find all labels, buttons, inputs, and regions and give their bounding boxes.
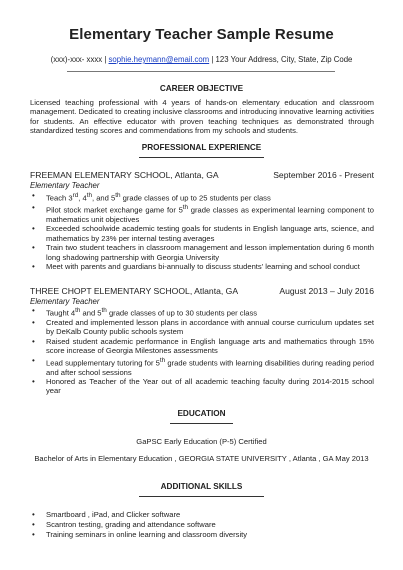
career-objective-heading: CAREER OBJECTIVE: [159, 84, 244, 93]
list-item: • Exceeded schoolwide academic testing goals for students in English language arts, science, and mathematics by 23% per internal testing averages: [30, 224, 374, 243]
list-item: • Teach 3rd, 4th, and 5th grade classes of up to 25 students per class: [30, 191, 374, 203]
job-bullets: [30, 191, 374, 271]
contact-separator: |: [102, 55, 109, 64]
job-dates: September 2016 - Present: [273, 170, 374, 180]
skills-list: [30, 510, 374, 541]
certification: GaPSC Early Education (P-5) Certified: [136, 437, 267, 446]
job-employer: THREE CHOPT ELEMENTARY SCHOOL, Atlanta, GA: [30, 286, 239, 296]
list-item: • Smartboard , iPad, and Clicker software: [30, 510, 374, 520]
contact-line: [0, 55, 403, 64]
degree: Bachelor of Arts in Elementary Education , GEORGIA STATE UNIVERSITY , Atlanta , GA May 2013: [34, 454, 369, 463]
experience-heading: PROFESSIONAL EXPERIENCE: [141, 143, 262, 152]
header-divider: [67, 71, 335, 72]
skills-heading-rule: [139, 496, 264, 497]
resume-title: Elementary Teacher Sample Resume: [69, 26, 334, 43]
job-header: [30, 170, 374, 180]
list-item: • Meet with parents and guardians bi-annually to discuss students' learning and school conduct: [30, 262, 374, 271]
job-role: Elementary Teacher: [30, 181, 100, 190]
contact-separator: |: [209, 55, 216, 64]
list-item: • Pilot stock market exchange game for 5th grade classes as experimental learning component to mathematics unit objectives: [30, 203, 374, 224]
job-header: [30, 286, 374, 296]
address: 123 Your Address, City, State, Zip Code: [215, 55, 353, 64]
list-item: • Train two student teachers in classroom management and lesson implementation during 6 month long shadowing partnership with Georgia University: [30, 243, 374, 262]
list-item: • Created and implemented lesson plans in accordance with annual course curriculum updates set by DeKalb County public schools system: [30, 318, 374, 337]
job-employer: FREEMAN ELEMENTARY SCHOOL, Atlanta, GA: [30, 170, 219, 180]
education-heading: EDUCATION: [177, 409, 226, 418]
job-bullets: [30, 306, 374, 396]
education-heading-rule: [170, 423, 233, 424]
list-item: • Raised student academic performance in English language arts and mathematics through 15% score increase of Georgia Milestones assessments: [30, 337, 374, 356]
job-role: Elementary Teacher: [30, 297, 100, 306]
phone-number: (xxx)-xxx- xxxx: [50, 55, 103, 64]
list-item: • Taught 4th and 5th grade classes of up to 30 students per class: [30, 306, 374, 318]
list-item: • Lead supplementary tutoring for 5th grade students with learning disabilities during reading period and after school sessions: [30, 356, 374, 377]
list-item: • Scantron testing, grading and attendance software: [30, 520, 374, 530]
email-link[interactable]: sophie.heymann@email.com: [108, 55, 210, 64]
skills-heading: ADDITIONAL SKILLS: [160, 482, 243, 491]
list-item: • Honored as Teacher of the Year out of all academic teaching faculty during 2014-2015 school year: [30, 377, 374, 396]
job-dates: August 2013 – July 2016: [279, 286, 374, 296]
list-item: • Training seminars in online learning and classroom diversity: [30, 530, 374, 540]
experience-heading-rule: [139, 157, 264, 158]
career-objective-text: Licensed teaching professional with 4 years of hands-on elementary education and classroom management. Dedicated to creating inclusive classrooms and introducing innovative learning activities for students. An effective educator with proven teaching techniques as demonstrated through standardized testing scores and commendations from my schools and students.: [30, 98, 374, 135]
